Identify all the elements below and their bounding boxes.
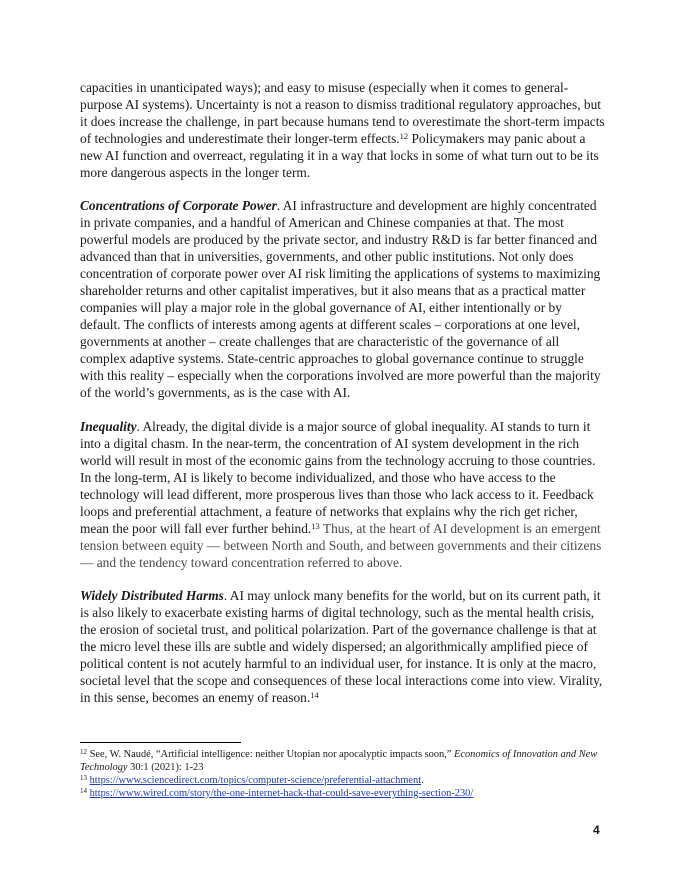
footnote-12: $^{12}$ See, W. Naudé, “Artificial intelligence: neither Utopian nor apocalyptic impacts soon,” Economics of Innovation and New Technology 30:1 (2021): 1-23 (80, 748, 598, 773)
footnote-13: $^{13}$ https://www.sciencedirect.com/topics/computer-science/preferential-attachment. (80, 774, 424, 786)
footnote-divider (80, 742, 241, 743)
paragraph-text: . AI may unlock many benefits for the world, but on its current path, it is also likely to exacerbate existing harms of digital technology, such as the mental health crisis, the erosion of societal trust, and political polarization. Part of the governance challenge is that at the micro level these ills are subtle and widely dispersed; an algorithmically amplified piece of political content is not acutely harmful to an individual user, for instance. It is only at the macro, societal level that the scope and consequences of these local interactions come into view. Virality, in this sense, becomes an enemy of reason. (80, 588, 603, 705)
section-heading-corporate-power: Concentrations of Corporate Power (80, 198, 277, 213)
section-heading-distributed-harms: Widely Distributed Harms (80, 588, 224, 603)
paragraph-inequality (80, 418, 605, 571)
footnote-link-wired[interactable]: https://www.wired.com/story/the-one-internet-hack-that-could-save-everything-section-230/ (89, 788, 474, 799)
footnote-link-sciencedirect[interactable]: https://www.sciencedirect.com/topics/computer-science/preferential-attachment (89, 775, 422, 786)
paragraph-distributed-harms (80, 587, 605, 706)
paragraph-text: capacities in unanticipated ways); and easy to misuse (especially when it comes to general-purpose AI systems). Uncertainty is not a reason to dismiss traditional regulatory approaches, but it does increase the challenge, in part because humans tend to overestimate the short-term impacts of technologies and underestimate their longer-term effects. (80, 80, 605, 146)
paragraph-text: . Already, the digital divide is a major source of global inequality. AI stands to turn it into a digital chasm. In the near-term, the concentration of AI system development in the rich world will result in most of the economic gains from the technology accruing to those countries. In the long-term, AI is likely to become individualized, and those who have access to the technology will lead different, more prosperous lives than those who lack access to it. Feedback loops and preferential attachment, a feature of networks that explains why the rich get richer, mean the poor will fall ever further behind. (80, 419, 596, 536)
paragraph-corporate-power (80, 197, 605, 401)
paragraph-text: . AI infrastructure and development are highly concentrated in private companies, and a handful of American and Chinese companies at that. The most powerful models are produced by the private sector, and industry R&D is far better financed and advanced than that in universities, governments, and other public institutions. Not only does concentration of corporate power over AI risk limiting the applications of systems to maximizing shareholder returns and other capitalist imperatives, but it also means that as a practical matter companies will play a major role in the global governance of AI, either intentionally or by default. The conflicts of interests among agents at different scales – corporations at one level, governments at another – create challenges that are characteristic of the governance of all complex adaptive systems. State-centric approaches to global governance continue to struggle with this reality – especially when the corporations involved are more powerful than the majority of the world’s governments, as is the case with AI. (80, 198, 601, 400)
section-heading-inequality: Inequality (80, 419, 137, 434)
page-number: 4 (593, 823, 600, 837)
footnotes (80, 748, 600, 800)
footnote-ref-12[interactable]: 12 (399, 131, 409, 141)
paragraph-text: Thus, at the heart of AI development is an emergent tension between equity — between North and South, and between governments and their citizens — and the tendency toward concentration referred to above. (80, 521, 602, 570)
paragraph-text: Policymakers may panic about a new AI function and overreact, regulating it in a way that locks in some of what turn out to be its more dangerous aspects in the longer term. (80, 131, 599, 180)
footnote-14: $^{14}$ https://www.wired.com/story/the-one-internet-hack-that-could-save-everything-section-230/ (80, 787, 474, 799)
footnote-ref-14[interactable]: 14 (310, 690, 319, 700)
footnote-ref-13[interactable]: 13 (311, 521, 320, 531)
paragraph-uncertainty (80, 79, 605, 181)
